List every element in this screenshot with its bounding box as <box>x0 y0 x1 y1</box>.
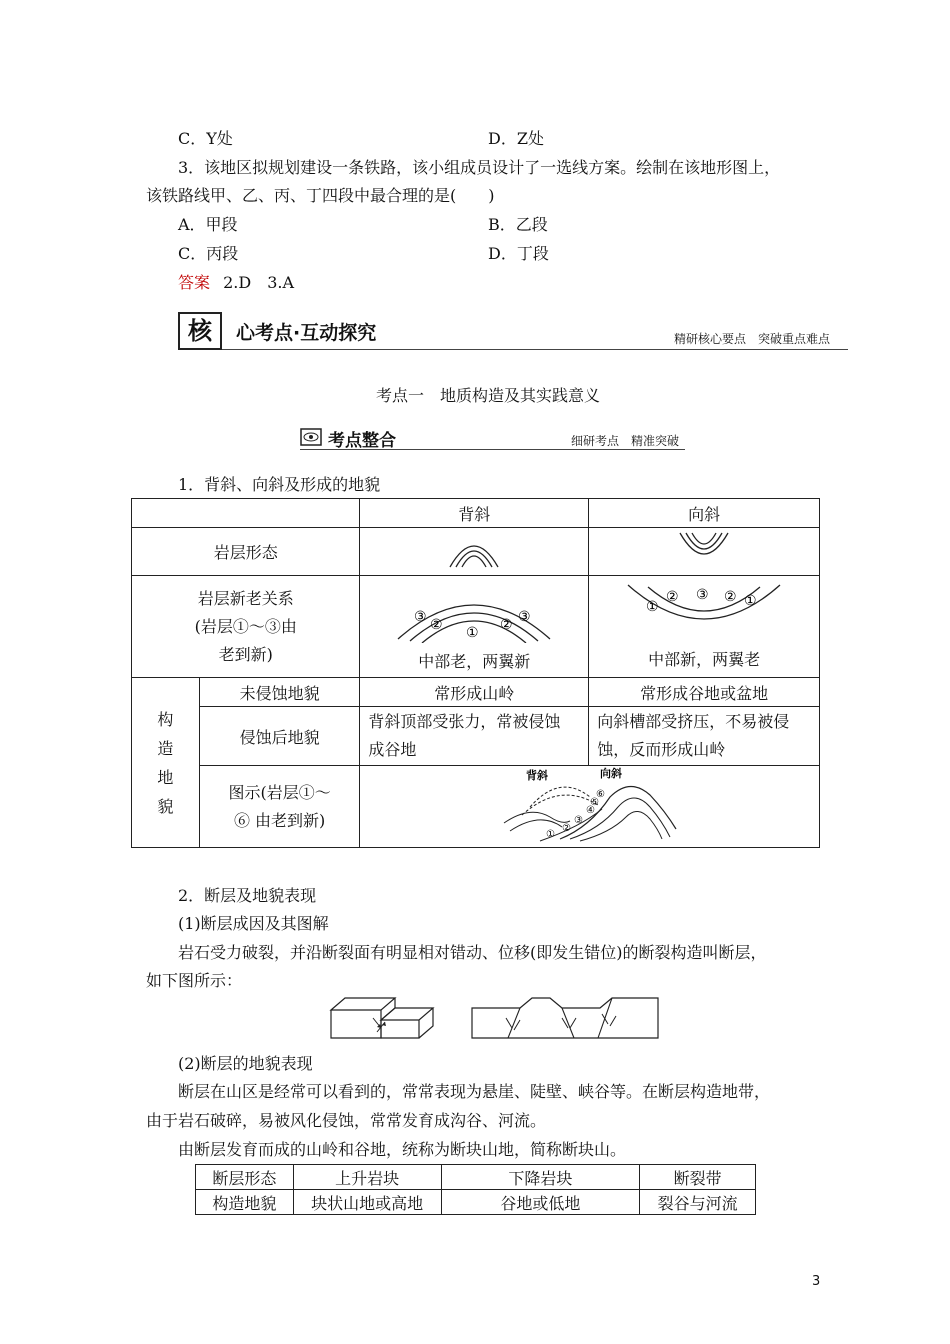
svg-text:②: ② <box>666 589 679 605</box>
group-char-1: 构 <box>157 709 174 729</box>
diag-label-anticline: 背斜 <box>525 768 548 782</box>
fault-row-label: 构造地貌 <box>196 1190 294 1215</box>
p2-text1-l1: 岩石受力破裂，并沿断裂面有明显相对错动、位移(即发生错位)的断裂构造叫断层， <box>178 943 767 962</box>
p2-text1-l2: 如下图所示： <box>146 971 243 990</box>
q2-option-d: D．Z处 <box>488 129 544 148</box>
p2-text2-l2: 由于岩石破碎，易被风化侵蚀，常常发育成沟谷、河流。 <box>146 1111 547 1130</box>
row-age-label <box>132 576 360 678</box>
q3-stem-line2: 该铁路线甲、乙、丙、丁四段中最合理的是( ) <box>146 186 495 205</box>
syncline-age-diagram <box>624 583 784 639</box>
section-badge: 核 <box>178 312 222 350</box>
fault-header-zone: 断裂带 <box>640 1165 756 1190</box>
col-anticline: 背斜 <box>360 499 589 528</box>
fold-landform-diagram-cell <box>360 766 820 848</box>
p2-sub1: (1)断层成因及其图解 <box>178 914 329 933</box>
kaodian-bar-rule <box>300 449 685 450</box>
row-form-label: 岩层形态 <box>132 528 360 576</box>
svg-text:⑤: ⑤ <box>589 796 599 808</box>
section-title: 心考点·互动探究 <box>236 322 377 344</box>
anticline-form-diagram <box>444 531 504 569</box>
fold-table-corner <box>132 499 360 528</box>
fault-block-diagram <box>329 996 439 1042</box>
anticline-age-cell <box>360 576 589 678</box>
svg-text:④: ④ <box>585 804 595 816</box>
answer-line <box>178 270 294 293</box>
syncline-form-cell <box>589 528 820 576</box>
p2-sub2: (2)断层的地貌表现 <box>178 1054 313 1073</box>
svg-text:③: ③ <box>518 609 531 625</box>
fault-row-down: 谷地或低地 <box>441 1190 640 1215</box>
answer-text: 2.D 3.A <box>223 273 295 292</box>
kaodian-bar <box>300 424 685 450</box>
section-header <box>178 312 848 352</box>
fault-header-down: 下降岩块 <box>441 1165 640 1190</box>
svg-text:①: ① <box>646 599 659 615</box>
q2-option-c: C．Y处 <box>178 129 233 148</box>
anticline-eroded-l2: 成谷地 <box>368 740 417 759</box>
q3-option-b: B．乙段 <box>488 215 548 234</box>
anticline-form-cell <box>360 528 589 576</box>
fault-graben-horst-diagram <box>470 996 660 1040</box>
p2-title: 2．断层及地貌表现 <box>178 886 317 905</box>
syncline-eroded-l2: 蚀，反而形成山岭 <box>597 740 726 759</box>
kaodian-bar-title: 考点整合 <box>328 431 396 451</box>
anticline-eroded <box>360 707 589 766</box>
group-char-2: 造 <box>157 738 174 758</box>
row-diagram-label-l1: 图示(岩层①～ <box>228 782 331 802</box>
p1-title: 1．背斜、向斜及形成的地貌 <box>178 475 381 494</box>
row-age-label-l2: (岩层①～③由 <box>194 616 297 636</box>
answer-label: 答案 <box>178 273 211 292</box>
svg-text:⑥: ⑥ <box>595 788 605 800</box>
fault-table <box>195 1164 756 1215</box>
svg-text:②: ② <box>724 589 737 605</box>
svg-text:③: ③ <box>696 587 709 603</box>
syncline-age-cell <box>589 576 820 678</box>
p2-text2-l1: 断层在山区是经常可以看到的，常常表现为悬崖、陡壁、峡谷等。在断层构造地带， <box>178 1082 771 1101</box>
diag-label-syncline: 向斜 <box>599 766 622 780</box>
fold-landform-diagram <box>500 767 680 843</box>
group-label-landform <box>132 678 200 848</box>
q3-option-a: A．甲段 <box>178 215 238 234</box>
row-age-label-l3: 老到新) <box>218 644 273 664</box>
fault-row-zone: 裂谷与河流 <box>640 1190 756 1215</box>
svg-text:①: ① <box>744 593 757 609</box>
row-age-label-l1: 岩层新老关系 <box>197 588 294 608</box>
q3-option-c: C．丙段 <box>178 244 239 263</box>
svg-text:①: ① <box>545 828 555 840</box>
anticline-age-diagram <box>394 581 554 643</box>
p2-text3: 由断层发育而成的山岭和谷地，统称为断块山地，简称断块山。 <box>178 1140 627 1159</box>
fold-table <box>131 498 820 848</box>
page-number: 3 <box>812 1274 821 1289</box>
group-char-3: 地 <box>157 767 174 787</box>
section-tagline: 精研核心要点 突破重点难点 <box>673 332 830 346</box>
kaodian-bar-tagline: 细研考点 精准突破 <box>570 434 679 448</box>
eye-icon <box>300 428 322 446</box>
q3-option-d: D．丁段 <box>488 244 549 263</box>
col-syncline: 向斜 <box>589 499 820 528</box>
syncline-form-diagram <box>674 531 734 569</box>
svg-text:②: ② <box>500 617 513 633</box>
syncline-uneroded: 常形成谷地或盆地 <box>589 678 820 707</box>
group-char-4: 貌 <box>157 796 174 816</box>
fault-header-form: 断层形态 <box>196 1165 294 1190</box>
anticline-age-text: 中部老，两翼新 <box>418 652 531 671</box>
anticline-uneroded: 常形成山岭 <box>360 678 589 707</box>
syncline-eroded <box>589 707 820 766</box>
row-eroded-label: 侵蚀后地貌 <box>199 707 360 766</box>
syncline-eroded-l1: 向斜槽部受挤压，不易被侵 <box>597 712 790 731</box>
svg-text:②: ② <box>430 617 443 633</box>
row-diagram-label-l2: ⑥ 由老到新) <box>233 810 326 830</box>
q3-stem-line1: 3．该地区拟规划建设一条铁路，该小组成员设计了一选线方案。绘制在该地形图上， <box>178 158 781 177</box>
svg-text:③: ③ <box>573 814 583 826</box>
svg-text:①: ① <box>466 625 479 641</box>
row-diagram-label <box>199 766 360 848</box>
anticline-eroded-l1: 背斜顶部受张力，常被侵蚀 <box>368 712 561 731</box>
section-rule <box>222 349 848 350</box>
svg-text:③: ③ <box>414 609 427 625</box>
fault-row-up: 块状山地或高地 <box>293 1190 441 1215</box>
row-uneroded-label: 未侵蚀地貌 <box>199 678 360 707</box>
fault-header-up: 上升岩块 <box>293 1165 441 1190</box>
kaodian-title: 考点一 地质构造及其实践意义 <box>376 386 601 405</box>
svg-text:②: ② <box>561 822 571 834</box>
syncline-age-text: 中部新，两翼老 <box>648 650 761 669</box>
